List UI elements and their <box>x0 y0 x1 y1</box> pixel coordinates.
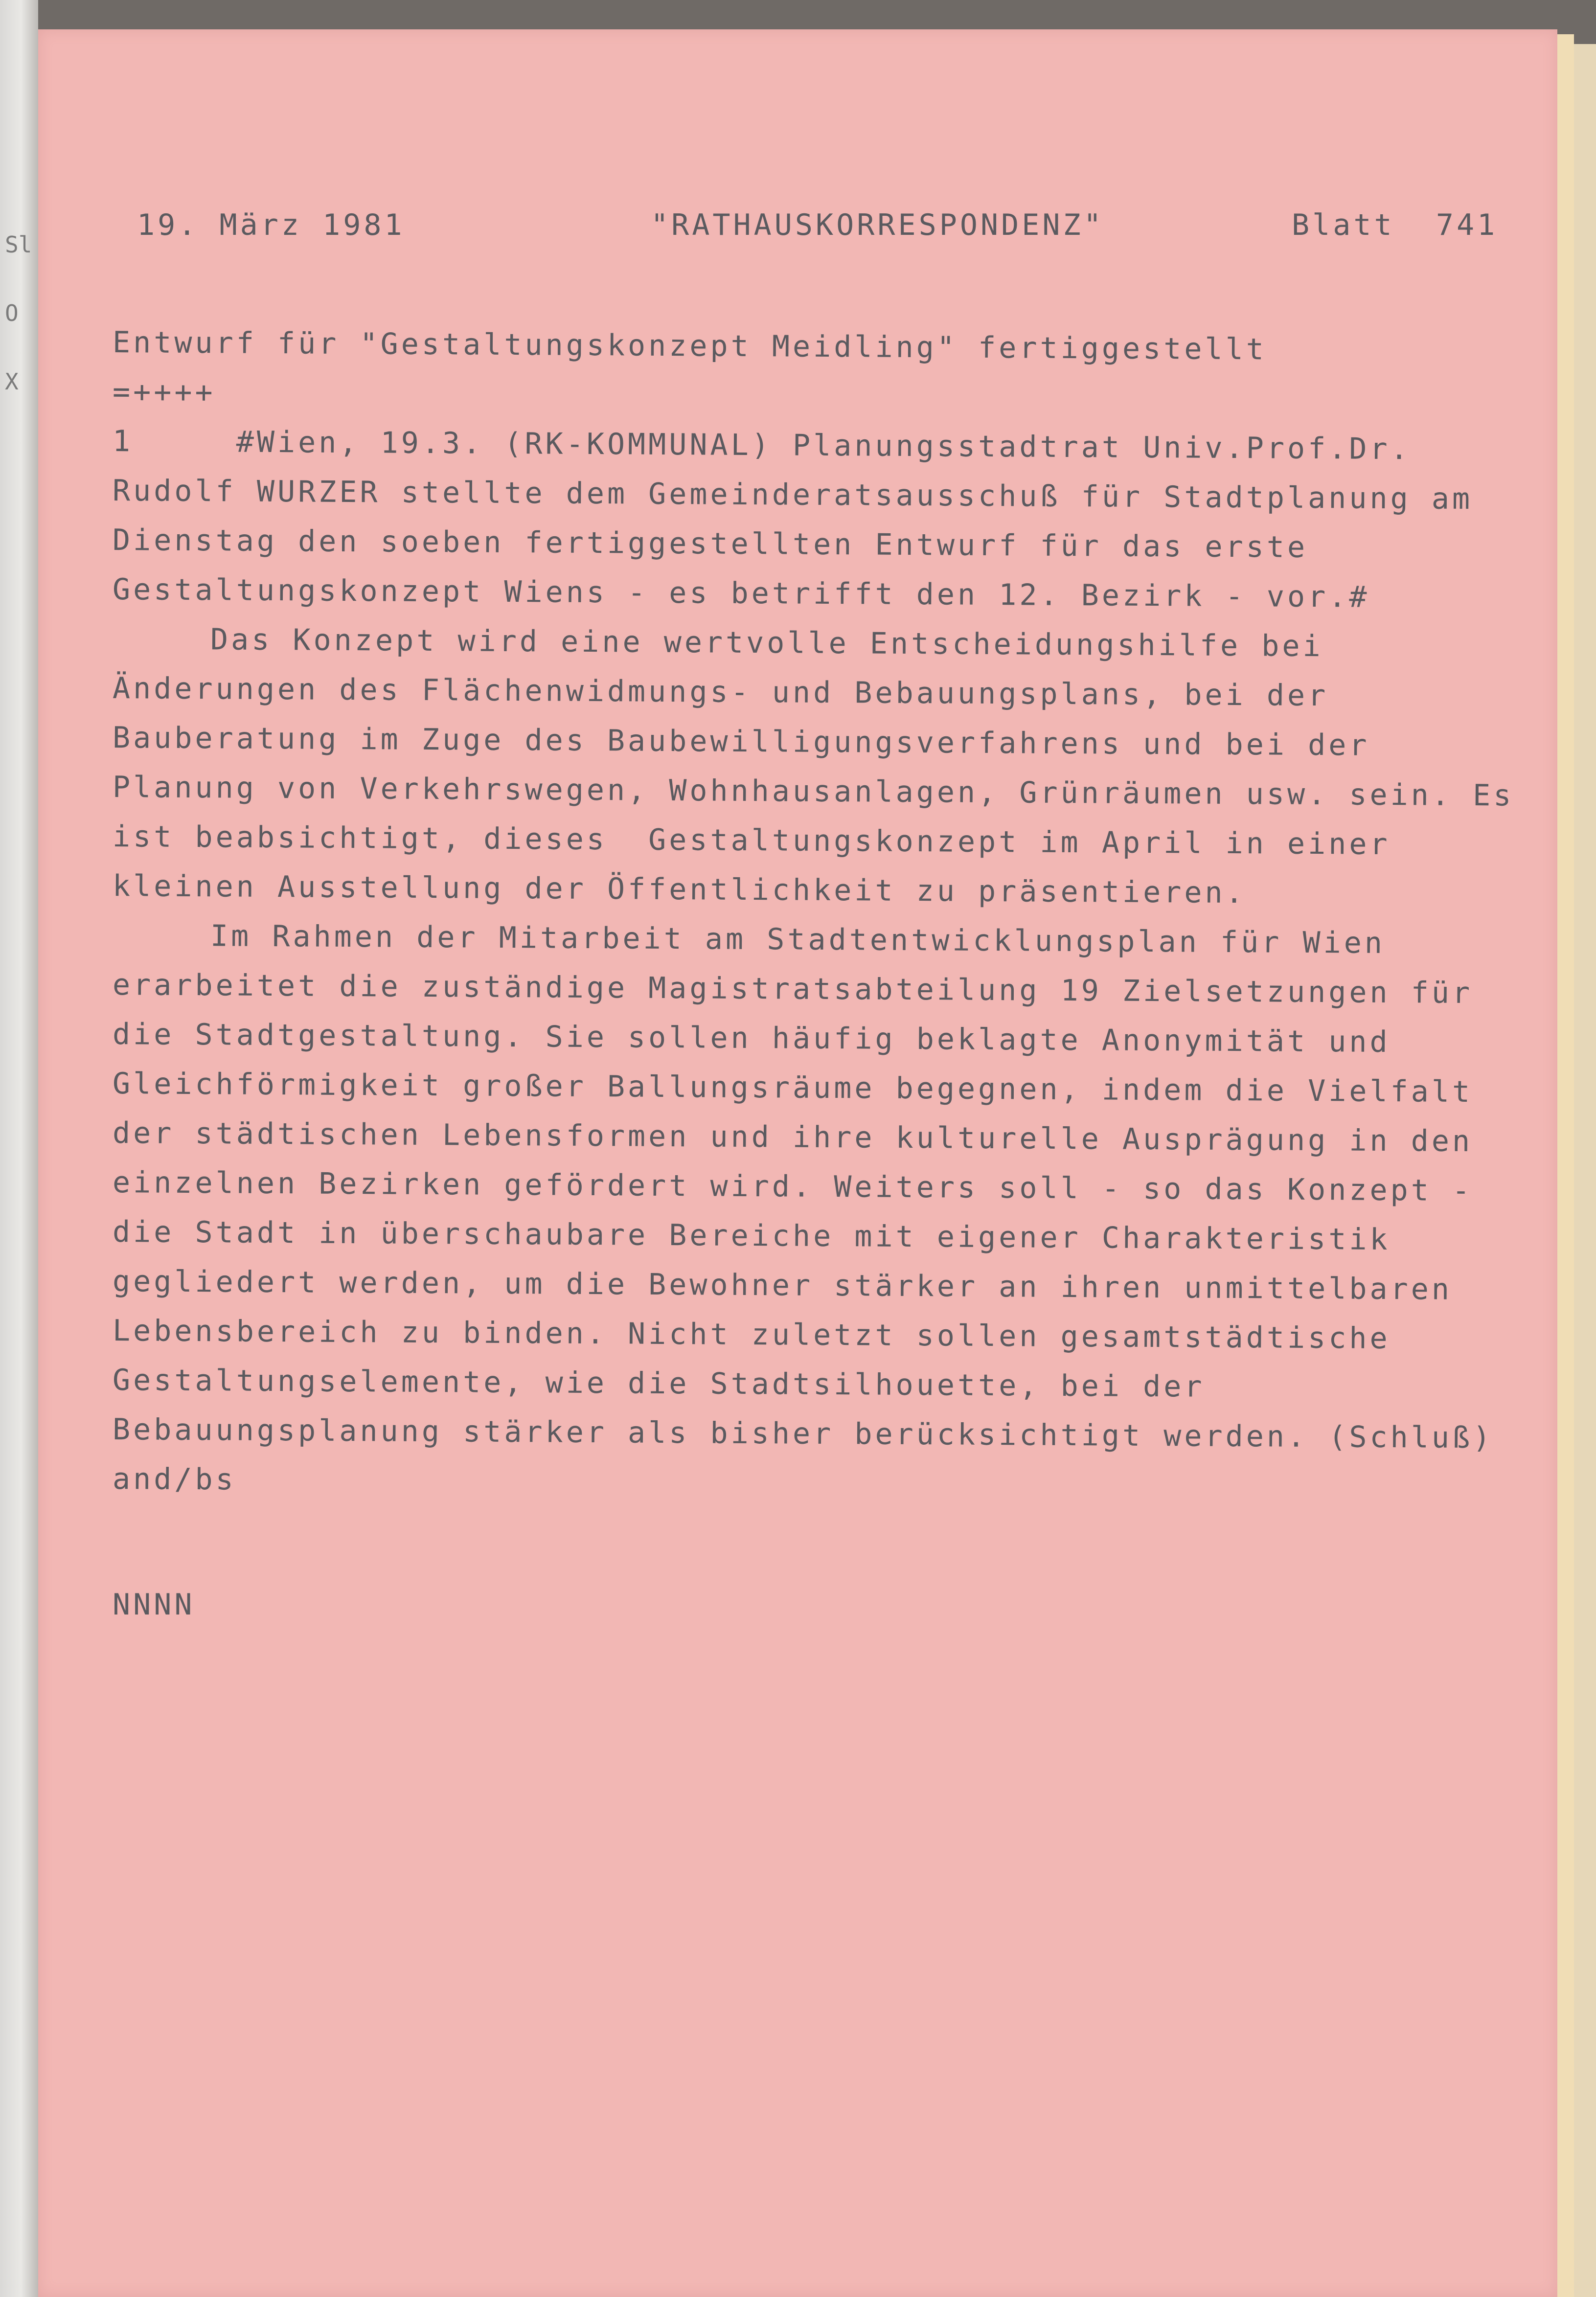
binding-glyph: Sl <box>5 231 32 258</box>
article-line: Bauberatung im Zuge des Baubewilligungsverfahrens und bei der <box>112 721 1370 763</box>
article-body <box>112 318 1514 1497</box>
article-line: Bebauungsplanung stärker als bisher berücksichtigt werden. (Schluß) <box>112 1412 1494 1456</box>
article-line: 1 #Wien, 19.3. (RK-KOMMUNAL) Planungsstadtrat Univ.Prof.Dr. <box>112 424 1411 467</box>
binding-glyph: O <box>5 300 19 326</box>
article-line: gegliedert werden, um die Bewohner stärker an ihren unmittelbaren <box>112 1264 1453 1307</box>
article-line: Das Konzept wird eine wertvolle Entscheidungshilfe bei <box>210 622 1323 664</box>
article-line: Änderungen des Flächenwidmungs- und Bebauungsplans, bei der <box>112 671 1329 713</box>
article-line: Planung von Verkehrswegen, Wohnhausanlagen, Grünräumen usw. sein. Es <box>112 770 1514 813</box>
article-headline: Entwurf für "Gestaltungskonzept Meidling" fertiggestellt <box>112 325 1267 367</box>
underlying-sheet-edge <box>1574 44 1596 2297</box>
article-line: Gestaltungselemente, wie die Stadtsilhouette, bei der <box>112 1363 1205 1404</box>
end-mark: NNNN <box>113 1588 195 1622</box>
article-line: Rudolf WURZER stellte dem Gemeinderatsausschuß für Stadtplanung am <box>112 474 1473 516</box>
article-line: erarbeitet die zuständige Magistratsabteilung 19 Zielsetzungen für <box>112 968 1473 1010</box>
header-publication: "RATHAUSKORRESPONDENZ" <box>651 208 1104 242</box>
article-line: Lebensbereich zu binden. Nicht zuletzt sollen gesamtstädtische <box>112 1314 1391 1356</box>
article-line: der städtischen Lebensformen und ihre kulturelle Ausprägung in den <box>112 1116 1473 1159</box>
article-marker: =++++ <box>112 375 216 410</box>
article-line: ist beabsichtigt, dieses Gestaltungskonzept im April in einer <box>112 819 1391 862</box>
header-date: 19. März 1981 <box>137 208 405 242</box>
article-line: einzelnen Bezirken gefördert wird. Weiters soll - so das Konzept - <box>112 1165 1473 1208</box>
article-line: die Stadt in überschaubare Bereiche mit eigener Charakteristik <box>112 1215 1391 1257</box>
binding-glyph: X <box>5 368 19 395</box>
article-signature: and/bs <box>112 1462 236 1497</box>
article-line: Im Rahmen der Mitarbeit am Stadtentwicklungsplan für Wien <box>210 919 1386 960</box>
article-line: Gleichförmigkeit großer Ballungsräume begegnen, indem die Vielfalt <box>112 1067 1473 1109</box>
article-line: kleinen Ausstellung der Öffentlichkeit zu präsentieren. <box>112 869 1246 910</box>
article-line: Gestaltungskonzept Wiens - es betrifft den 12. Bezirk - vor.# <box>112 572 1370 614</box>
article-line: Dienstag den soeben fertiggestellten Entwurf für das erste <box>112 523 1308 565</box>
article-line: die Stadtgestaltung. Sie sollen häufig beklagte Anonymität und <box>112 1017 1391 1059</box>
binding-edge <box>0 0 38 2297</box>
underlying-sheet-edge <box>1557 34 1574 2297</box>
header-sheet-number: Blatt 741 <box>1292 208 1498 242</box>
page-header <box>137 208 1498 250</box>
